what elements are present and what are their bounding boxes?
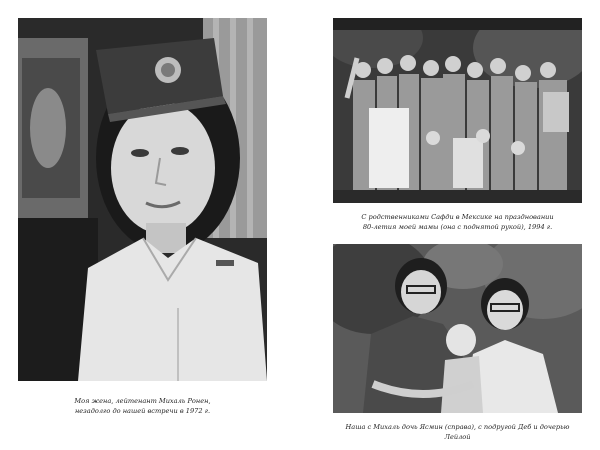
family-group-image	[333, 18, 582, 203]
mothers-with-baby-caption-line-1: Наша с Михаль дочь Ясмин (справа), с подругой Деб и дочерью Лейлой	[345, 423, 570, 441]
portrait-image	[18, 18, 267, 381]
portrait-caption	[18, 396, 267, 416]
family-group-caption	[333, 212, 582, 232]
mothers-with-baby-photo	[333, 244, 582, 413]
mothers-with-baby-image	[333, 244, 582, 413]
family-group-caption-line-2: 80-летия моей мамы (она с поднятой рукой), 1994 г.	[362, 223, 553, 231]
family-group-caption-line-1: С родственниками Сафди в Мексике на праздновании	[361, 213, 554, 221]
family-group-photo	[333, 18, 582, 203]
portrait-photo	[18, 18, 267, 381]
mothers-with-baby-caption	[333, 422, 582, 442]
portrait-caption-line-1: Моя жена, лейтенант Михаль Ронен,	[74, 397, 211, 405]
portrait-caption-line-2: незадолго до нашей встречи в 1972 г.	[74, 407, 211, 415]
